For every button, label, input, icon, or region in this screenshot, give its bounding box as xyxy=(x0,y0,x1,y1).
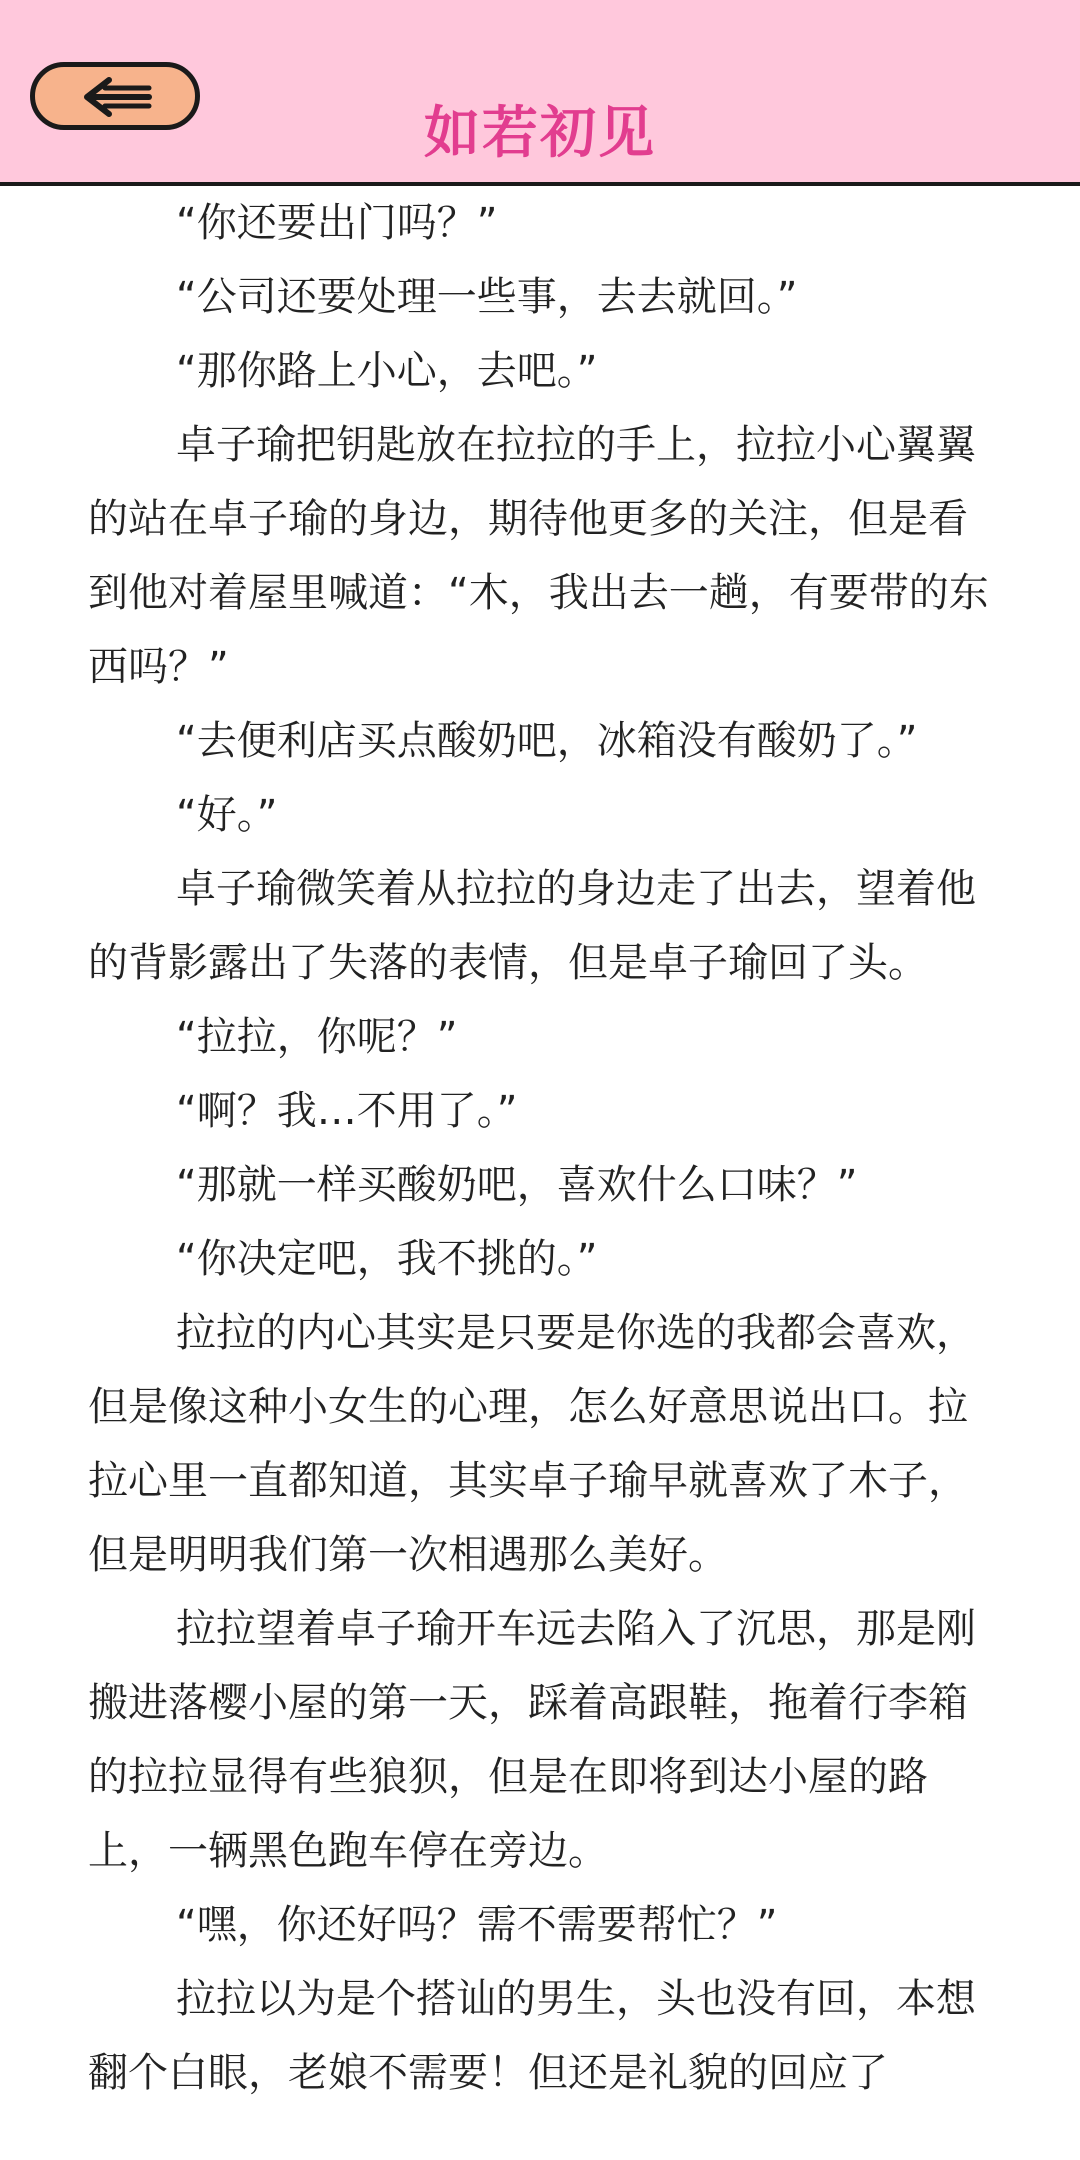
page-title: 如若初见 xyxy=(424,101,656,166)
paragraph: 拉拉以为是个搭讪的男生，头也没有回，本想翻个白眼，老娘不需要！但还是礼貌的回应了 xyxy=(88,1976,976,2096)
top-bar xyxy=(0,0,1080,186)
paragraph: “公司还要处理一些事，去去就回。” xyxy=(176,274,798,320)
paragraph: 卓子瑜微笑着从拉拉的身边走了出去，望着他的背影露出了失落的表情，但是卓子瑜回了头。 xyxy=(88,866,976,986)
paragraph: “去便利店买点酸奶吧，冰箱没有酸奶了。” xyxy=(176,718,918,764)
paragraph: “拉拉，你呢？” xyxy=(176,1014,458,1060)
paragraph: “好。” xyxy=(176,792,278,838)
paragraph: “那你路上小心，去吧。” xyxy=(176,348,598,394)
paragraph: 拉拉的内心其实是只要是你选的我都会喜欢，但是像这种小女生的心理，怎么好意思说出口。拉拉心里一直都知道，其实卓子瑜早就喜欢了木子，但是明明我们第一次相遇那么美好。 xyxy=(88,1310,976,1578)
paragraph: “那就一样买酸奶吧，喜欢什么口味？” xyxy=(176,1162,858,1208)
paragraph: “你决定吧，我不挑的。” xyxy=(176,1236,598,1282)
paragraph: “啊？我…不用了。” xyxy=(176,1088,518,1134)
paragraph: 拉拉望着卓子瑜开车远去陷入了沉思，那是刚搬进落樱小屋的第一天，踩着高跟鞋，拖着行李箱的拉拉显得有些狼狈，但是在即将到达小屋的路上，一辆黑色跑车停在旁边。 xyxy=(88,1606,976,1874)
story-text xyxy=(88,186,992,2110)
paragraph: 卓子瑜把钥匙放在拉拉的手上，拉拉小心翼翼的站在卓子瑜的身边，期待他更多的关注，但是看到他对着屋里喊道：“木，我出去一趟，有要带的东西吗？” xyxy=(88,422,989,690)
paragraph: “嘿，你还好吗？需不需要帮忙？” xyxy=(176,1902,778,1948)
paragraph: “你还要出门吗？” xyxy=(176,200,498,246)
